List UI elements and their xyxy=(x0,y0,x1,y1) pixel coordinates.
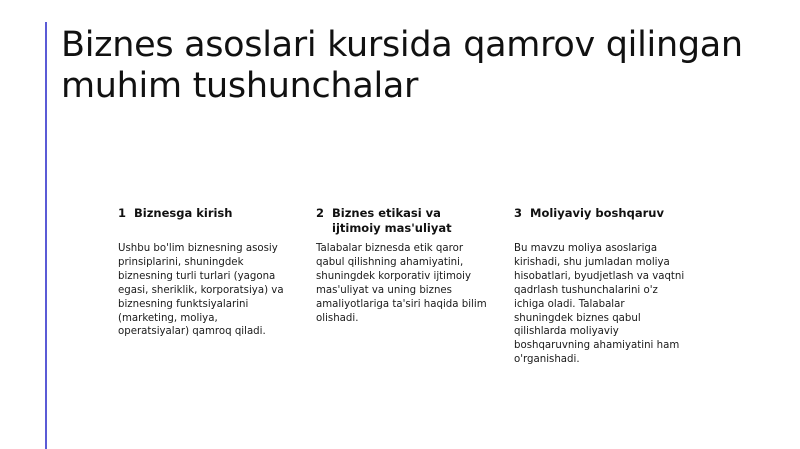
concept-column-2 xyxy=(316,206,491,325)
concept-heading-1 xyxy=(118,206,293,238)
accent-rule xyxy=(45,22,47,449)
concept-heading-text-3: Moliyaviy boshqaruv xyxy=(530,206,664,220)
concept-body-3: Bu mavzu moliya asoslariga kirishadi, shu jumladan moliya hisobatlari, byudjetlash va vaqtni qadrlash tushunchalarini o'z ichiga oladi. Talabalar shuningdek biznes qabul qilishlarda moliyaviy boshqaruvning ahamiyatini ham o'rganishadi. xyxy=(514,243,685,366)
concept-body-2: Talabalar biznesda etik qaror qabul qilishning ahamiyatini, shuningdek korporativ ijtimoiy mas'uliyat va uning biznes amaliyotlariga ta'siri haqida bilim olishadi. xyxy=(316,243,487,324)
concept-heading-text-1: Biznesga kirish xyxy=(134,206,233,220)
concept-body-1: Ushbu bo'lim biznesning asosiy prinsiplarini, shuningdek biznesning turli turlari (yagona egasi, sheriklik, korporatsiya) va biznesning funktsiyalarini (marketing, moliya, operatsiyalar) qamroq qiladi. xyxy=(118,243,284,338)
concept-column-3 xyxy=(514,206,689,367)
concept-number-1: 1 xyxy=(118,206,127,220)
concept-number-3: 3 xyxy=(514,206,523,220)
concept-column-1 xyxy=(118,206,293,339)
concept-number-2: 2 xyxy=(316,206,325,220)
concept-heading-3 xyxy=(514,206,689,238)
slide-title: Biznes asoslari kursida qamrov qilingan muhim tushunchalar xyxy=(61,25,743,106)
concept-columns xyxy=(118,206,718,406)
concept-heading-text-2: Biznes etikasi va ijtimoiy mas'uliyat xyxy=(332,206,452,235)
concept-heading-2 xyxy=(316,206,491,238)
